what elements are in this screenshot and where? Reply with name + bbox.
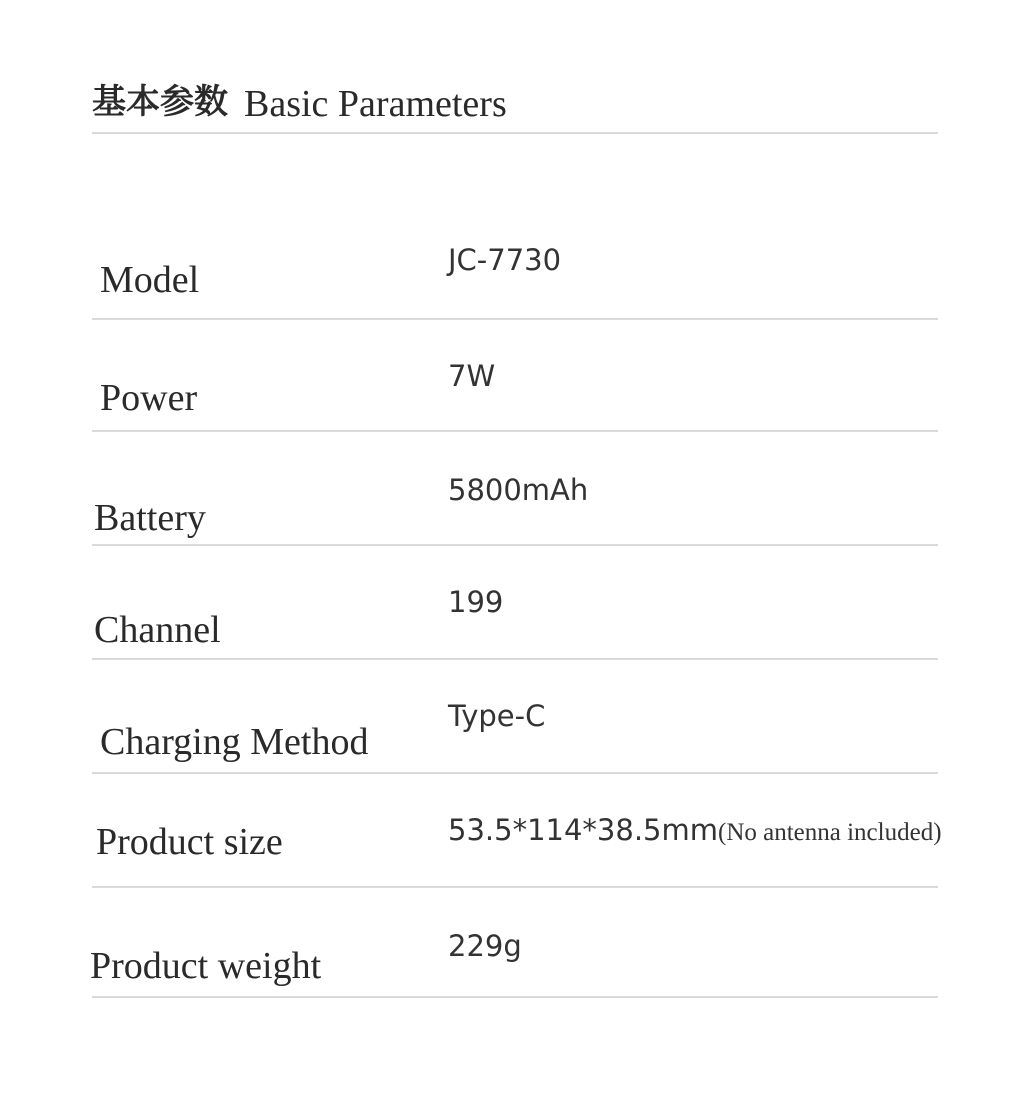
param-label: Power [100,377,198,419]
param-value: 7W [448,359,496,393]
param-label: Product size [96,821,283,863]
param-value [448,812,942,851]
param-row-product-weight [92,888,938,998]
param-value-main: 53.5*114*38.5mm [448,813,718,847]
param-label: Model [100,259,200,301]
param-label: Battery [94,497,206,539]
param-row-channel [92,546,938,660]
param-row-product-size [92,774,942,888]
section-title-en: Basic Parameters [244,83,507,125]
param-row-battery [92,432,938,546]
param-value: 229g [448,929,522,963]
param-value: JC-7730 [448,243,562,277]
param-label: Channel [94,609,221,651]
param-value-note: (No antenna included) [718,819,942,846]
param-label: Product weight [90,945,322,987]
param-value: 199 [448,585,504,619]
section-heading [92,80,938,134]
param-value: Type-C [448,699,546,733]
param-row-model [92,228,938,320]
param-value: 5800mAh [448,473,589,507]
param-row-power [92,320,938,432]
param-label: Charging Method [100,721,369,763]
param-row-charging-method [92,660,938,774]
section-title-zh: 基本参数 [92,82,228,122]
